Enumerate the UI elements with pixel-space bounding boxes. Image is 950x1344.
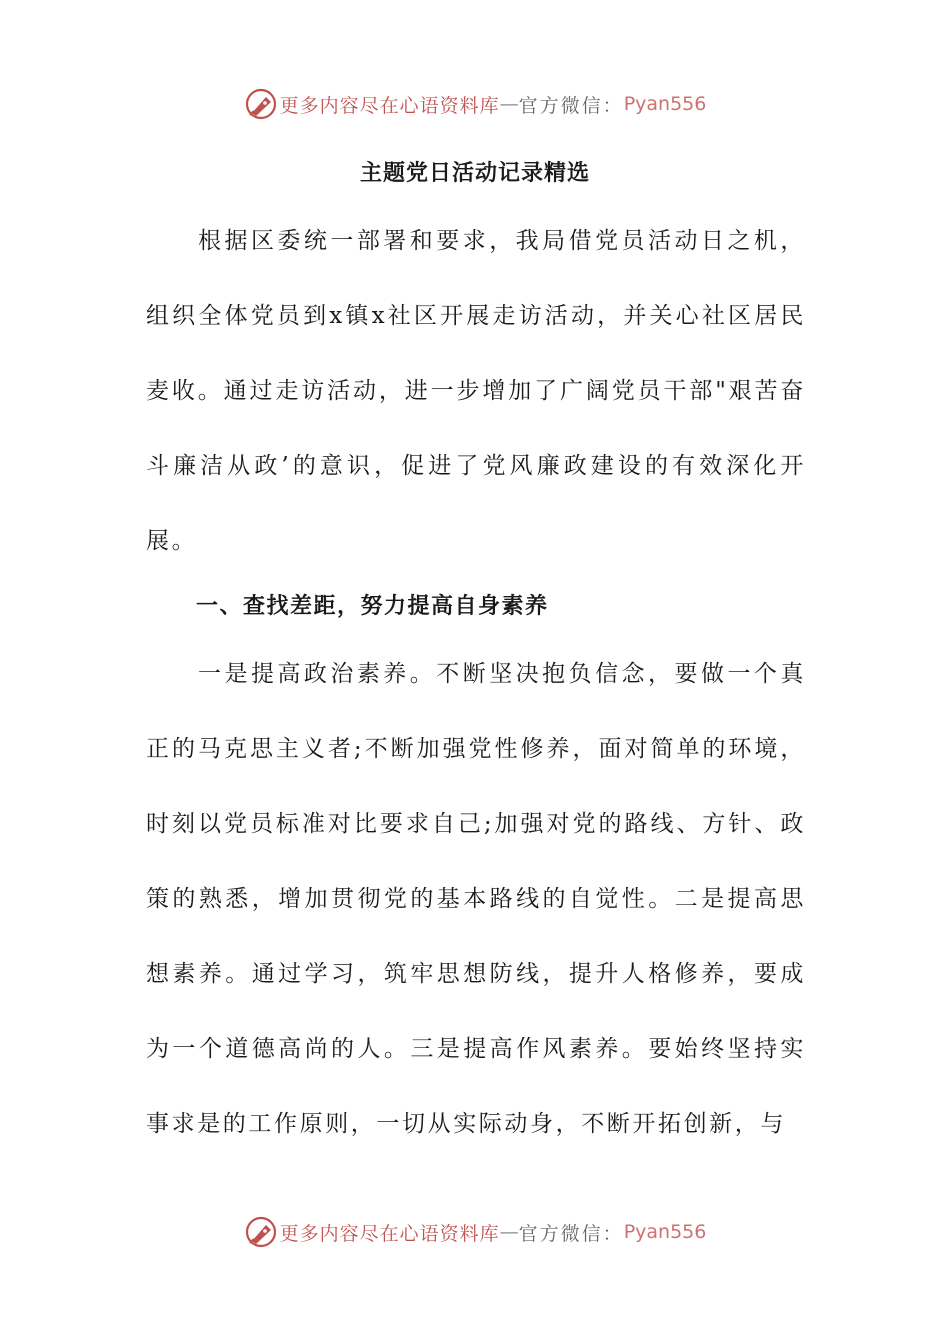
- header-banner: [0, 84, 950, 124]
- footer-brand-text: 更多内容尽在心语资料库: [279, 1222, 500, 1245]
- document-title: 主题党日活动记录精选: [359, 161, 590, 186]
- footer-wechat-id: Pyan556: [623, 1221, 707, 1243]
- header-brand-text: 更多内容尽在心语资料库: [279, 94, 500, 117]
- header-wechat-label: 官方微信：: [518, 94, 624, 117]
- footer-wechat-label: 官方微信：: [518, 1222, 624, 1245]
- section1-heading: 一、查找差距，努力提高自身素养: [196, 594, 549, 619]
- intro-paragraph: 根据区委统一部署和要求，我局借党员活动日之机，组织全体党员到x镇x社区开展走访活动，并关心社区居民麦收。通过走访活动，进一步增加了广阔党员干部"艰苦奋斗廉洁从政’的意识，促进了党风廉政建设的有效深化开展。: [146, 228, 806, 554]
- footer-separator: —: [499, 1221, 519, 1243]
- pen-nib-logo-icon: [244, 87, 278, 121]
- pen-nib-logo-icon: [244, 1215, 278, 1249]
- header-wechat-id: Pyan556: [623, 93, 707, 115]
- footer-banner: [0, 1212, 950, 1252]
- header-separator: —: [499, 93, 519, 115]
- section1-paragraph: 一是提高政治素养。不断坚决抱负信念，要做一个真正的马克思主义者;不断加强党性修养，面对简单的环境，时刻以党员标准对比要求自己;加强对党的路线、方针、政策的熟悉，增加贯彻党的基本路线的自觉性。二是提高思想素养。通过学习，筑牢思想防线，提升人格修养，要成为一个道德高尚的人。三是提高作风素养。要始终坚持实事求是的工作原则，一切从实际动身，不断开拓创新，与: [146, 661, 806, 1137]
